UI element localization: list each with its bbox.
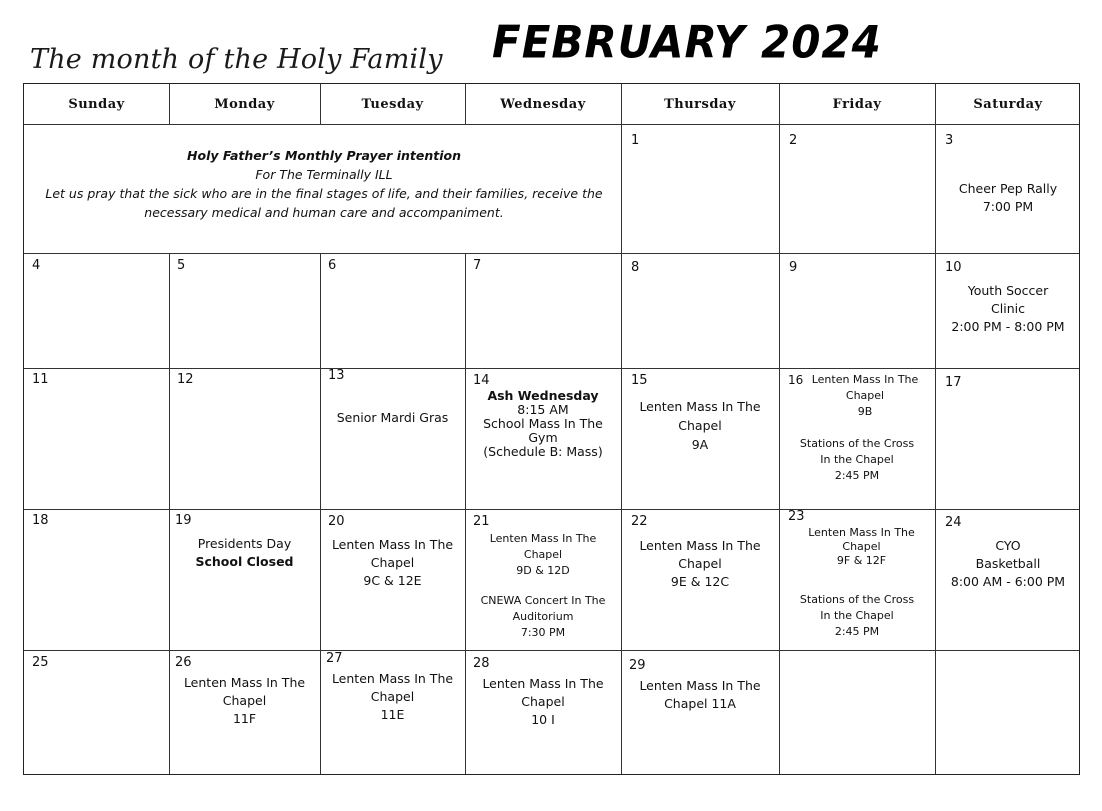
day-number: 21 [473, 514, 490, 529]
day-header-friday: Friday [832, 96, 882, 112]
grid-line [24, 368, 1079, 369]
day-number: 4 [32, 258, 41, 273]
day-number: 26 [175, 655, 192, 670]
event: Lenten Mass In The Chapel 11A [639, 678, 761, 711]
page-title: FEBRUARY 2024 [492, 16, 882, 69]
day-number: 12 [177, 372, 194, 387]
day-number: 24 [945, 515, 962, 530]
day-number: 8 [631, 260, 640, 275]
day-number: 29 [629, 658, 646, 673]
event: Youth Soccer Clinic 2:00 PM - 8:00 PM [951, 283, 1065, 334]
event: Lenten Mass In The Chapel 9E & 12C [639, 538, 761, 589]
prayer-intention [24, 146, 624, 222]
day-number: 27 [326, 651, 343, 666]
day-number: 18 [32, 513, 49, 528]
event: Cheer Pep Rally 7:00 PM [958, 181, 1058, 214]
event: Lenten Mass In The Chapel 9D & 12D [489, 532, 597, 577]
event: CYO Basketball 8:00 AM - 6:00 PM [950, 538, 1066, 589]
day-header-sunday: Sunday [68, 96, 125, 112]
event: Lenten Mass In The Chapel 9C & 12E [331, 537, 454, 588]
day-number: 5 [177, 258, 186, 273]
event: Lenten Mass In The Chapel 10 I [482, 676, 604, 727]
grid-line [24, 650, 1079, 651]
day-number: 16 [788, 373, 804, 387]
prayer-line: For The Terminally ILL [255, 167, 393, 182]
day-number: 17 [945, 375, 962, 390]
event: Lenten Mass In The Chapel 11E [331, 671, 454, 722]
grid-line [24, 509, 1079, 510]
day-header-monday: Monday [214, 96, 275, 112]
page-subtitle: The month of the Holy Family [30, 44, 443, 75]
grid-line [24, 124, 1079, 125]
grid-line [24, 253, 1079, 254]
day-header-saturday: Saturday [973, 96, 1043, 112]
day-number: 15 [631, 373, 648, 388]
event: Senior Mardi Gras [336, 410, 449, 425]
day-number: 14 [473, 373, 490, 388]
day-header-wednesday: Wednesday [500, 96, 586, 112]
prayer-heading: Holy Father’s Monthly Prayer intention [187, 148, 461, 163]
prayer-line: Let us pray that the sick who are in the final stages of life, and their families, receive the [45, 186, 603, 201]
event: Stations of the Cross In the Chapel 2:45 PM [799, 593, 915, 638]
day-number: 1 [631, 133, 640, 148]
day-number: 9 [789, 260, 798, 275]
day-number: 23 [788, 509, 805, 524]
event: Lenten Mass In The Chapel 9F & 12F [808, 526, 915, 567]
event: Lenten Mass In The Chapel 9B [811, 373, 919, 418]
day-number: 19 [175, 513, 192, 528]
event: CNEWA Concert In The Auditorium 7:30 PM [480, 594, 606, 639]
day-number: 28 [473, 656, 490, 671]
grid-line [779, 84, 780, 774]
day-number: 13 [328, 368, 345, 383]
day-number: 20 [328, 514, 345, 529]
day-number: 3 [945, 133, 954, 148]
day-number: 2 [789, 133, 798, 148]
day-number: 7 [473, 258, 482, 273]
day-number: 25 [32, 655, 49, 670]
event: Lenten Mass In The Chapel 11F [183, 675, 306, 726]
event: Lenten Mass In The Chapel 9A [639, 399, 761, 452]
day-number: 6 [328, 258, 337, 273]
day-header-tuesday: Tuesday [361, 96, 424, 112]
event: Stations of the Cross In the Chapel 2:45 PM [799, 437, 915, 482]
prayer-line: necessary medical and human care and accompaniment. [144, 205, 504, 220]
day-header-thursday: Thursday [664, 96, 736, 112]
day-number: 10 [945, 260, 962, 275]
day-number: 22 [631, 514, 648, 529]
calendar-grid [23, 83, 1080, 775]
event: Ash Wednesday 8:15 AM School Mass In The Gym (Schedule B: Mass) [483, 388, 603, 459]
event: Presidents Day School Closed [195, 536, 294, 569]
day-number: 11 [32, 372, 49, 387]
